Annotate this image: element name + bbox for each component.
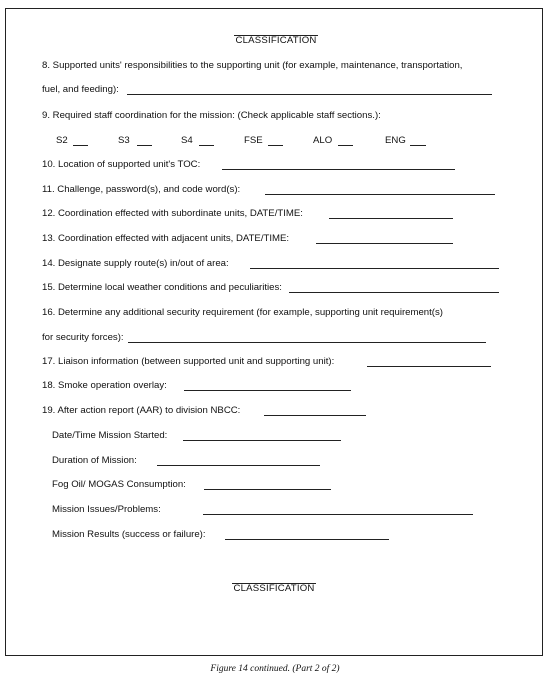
mission-results-field[interactable]	[225, 539, 389, 540]
mission-duration-field[interactable]	[157, 465, 320, 466]
staff-section-fse: FSE	[244, 135, 263, 146]
staff-section-s2: S2	[56, 135, 68, 146]
item-19-answer-line[interactable]	[264, 415, 366, 416]
staff-section-s4: S4	[181, 135, 193, 146]
item-15-answer-line[interactable]	[289, 292, 499, 293]
item-9-text: 9. Required staff coordination for the mission: (Check applicable staff sections.):	[42, 110, 381, 121]
item-12-answer-line[interactable]	[329, 218, 453, 219]
mission-duration-label: Duration of Mission:	[52, 455, 137, 466]
item-8-line-1: 8. Supported units' responsibilities to the supporting unit (for example, maintenance, transportation,	[42, 60, 463, 71]
item-16-line-1: 16. Determine any additional security requirement (for example, supporting unit requirement(s)	[42, 307, 443, 318]
classification-label: CLASSIFICATION	[233, 583, 315, 594]
staff-section-alo-checkbox[interactable]	[338, 145, 353, 146]
mission-issues-field[interactable]	[203, 514, 473, 515]
item-15-label: 15. Determine local weather conditions and peculiarities:	[42, 282, 282, 293]
item-10-answer-line[interactable]	[222, 169, 455, 170]
item-8-answer-line[interactable]	[127, 94, 492, 95]
staff-section-alo: ALO	[313, 135, 333, 146]
item-17-label: 17. Liaison information (between supported unit and supporting unit):	[42, 356, 335, 367]
mission-start-label: Date/Time Mission Started:	[52, 430, 168, 441]
item-11-label: 11. Challenge, password(s), and code word(s):	[42, 184, 241, 195]
classification-footer	[232, 583, 316, 594]
item-13-answer-line[interactable]	[316, 243, 453, 244]
classification-header	[234, 35, 318, 46]
fog-oil-consumption-label: Fog Oil/ MOGAS Consumption:	[52, 479, 186, 490]
item-14-answer-line[interactable]	[250, 268, 499, 269]
item-17-answer-line[interactable]	[367, 366, 491, 367]
item-16-line-2: for security forces):	[42, 332, 124, 343]
item-10-label: 10. Location of supported unit's TOC:	[42, 159, 201, 170]
item-12-label: 12. Coordination effected with subordinate units, DATE/TIME:	[42, 208, 303, 219]
item-8-line-2: fuel, and feeding):	[42, 84, 119, 95]
mission-issues-label: Mission Issues/Problems:	[52, 504, 161, 515]
staff-section-s4-checkbox[interactable]	[199, 145, 214, 146]
mission-start-field[interactable]	[183, 440, 341, 441]
staff-section-s3: S3	[118, 135, 130, 146]
figure-caption: Figure 14 continued. (Part 2 of 2)	[210, 664, 340, 674]
classification-label: CLASSIFICATION	[235, 35, 317, 46]
classification-overline	[232, 583, 316, 584]
staff-section-s3-checkbox[interactable]	[137, 145, 152, 146]
staff-section-eng: ENG	[385, 135, 406, 146]
fog-oil-consumption-field[interactable]	[204, 489, 331, 490]
item-13-label: 13. Coordination effected with adjacent units, DATE/TIME:	[42, 233, 290, 244]
item-18-label: 18. Smoke operation overlay:	[42, 380, 167, 391]
item-11-answer-line[interactable]	[265, 194, 495, 195]
item-14-label: 14. Designate supply route(s) in/out of area:	[42, 258, 229, 269]
item-18-answer-line[interactable]	[184, 390, 351, 391]
item-16-answer-line[interactable]	[128, 342, 486, 343]
staff-section-eng-checkbox[interactable]	[410, 145, 426, 146]
staff-section-fse-checkbox[interactable]	[268, 145, 283, 146]
staff-section-s2-checkbox[interactable]	[73, 145, 88, 146]
item-19-label: 19. After action report (AAR) to division NBCC:	[42, 405, 241, 416]
mission-results-label: Mission Results (success or failure):	[52, 529, 206, 540]
classification-overline	[234, 35, 318, 36]
